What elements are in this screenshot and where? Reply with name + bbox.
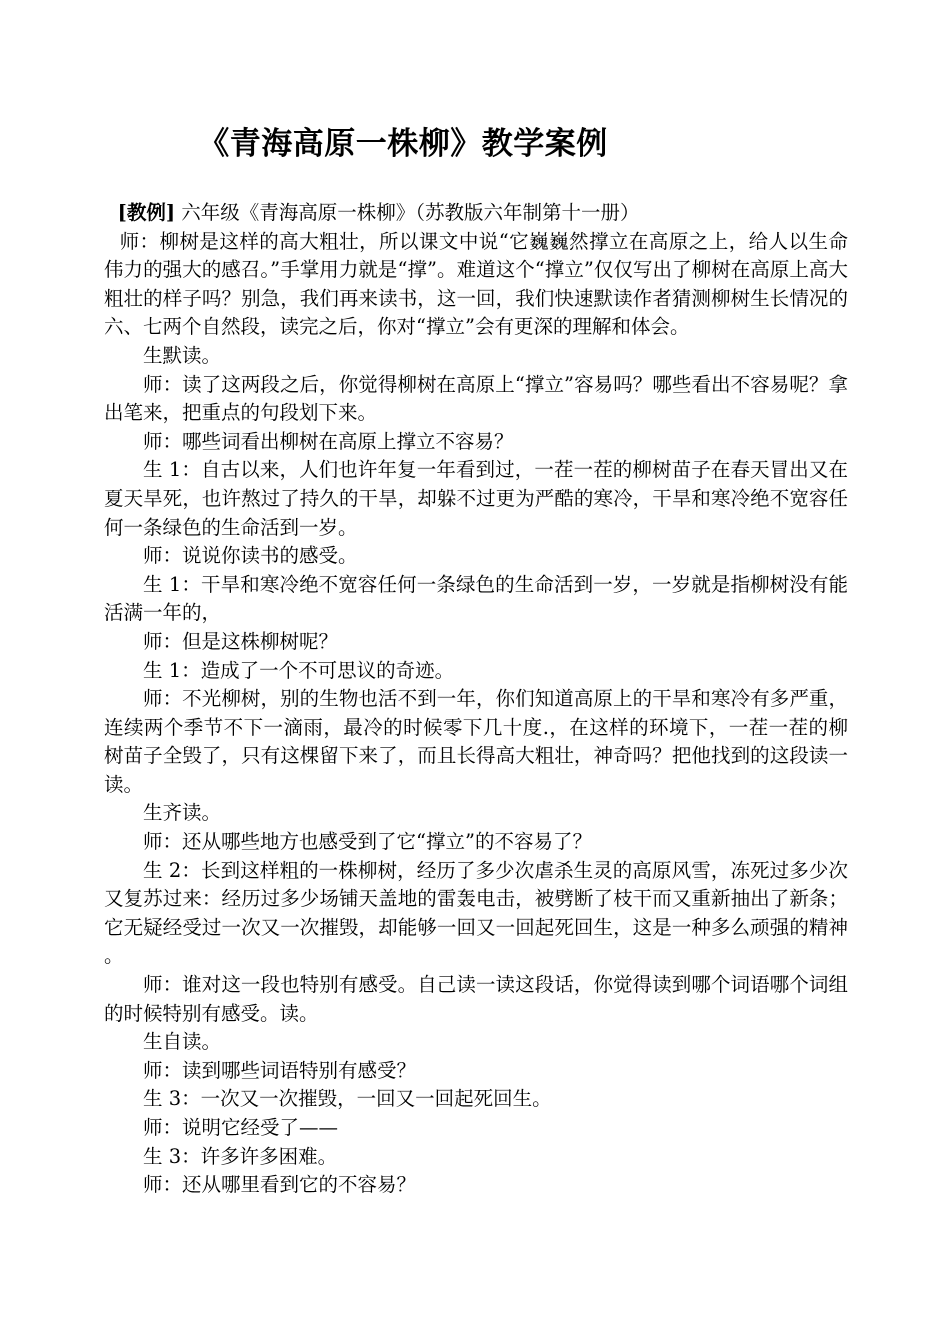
- dialogue-paragraph: 生默读。: [143, 343, 222, 367]
- intro-text: 六年级《青海高原一株柳》（苏教版六年制第十一册）: [175, 201, 640, 224]
- dialogue-paragraph: 师：哪些词看出柳树在高原上撑立不容易？: [143, 429, 514, 453]
- dialogue-paragraph: 生 3：许多许多困难。: [143, 1144, 338, 1168]
- dialogue-paragraph: 生齐读。: [143, 801, 222, 825]
- dialogue-paragraph: 师：还从哪些地方也感受到了它“撑立”的不容易了？: [143, 830, 592, 854]
- dialogue-paragraph: 生 2：长到这样粗的一株柳树，经历了多少次虐杀生灵的高原风雪，冻死过多少次又复苏过来：经历过多少场铺天盖地的雷轰电击，被劈断了枝干而又重新抽出了新条；它无疑经受过一次又一次摧毁，却能够一回又一回起死回生，这是一种多么顽强的精神。: [104, 858, 848, 968]
- dialogue-paragraph: 师：谁对这一段也特别有感受。自己读一读这段话，你觉得读到哪个词语哪个词组的时候特别有感受。读。: [104, 973, 848, 1025]
- dialogue-paragraph: 生 3：一次又一次摧毁，一回又一回起死回生。: [143, 1087, 552, 1111]
- dialogue-paragraph: 师：不光柳树，别的生物也活不到一年，你们知道高原上的干旱和寒冷有多严重，连续两个季节不下一滴雨，最冷的时候零下几十度.，在这样的环境下，一茬一茬的柳树苗子全毁了，只有这棵留下来了，而且长得高大粗壮，神奇吗？把他找到的这段读一读。: [104, 687, 848, 796]
- dialogue-paragraph: 生 1：干旱和寒冷绝不宽容任何一条绿色的生命活到一岁，一岁就是指柳树没有能活满一年的，: [104, 572, 848, 625]
- dialogue-paragraph: 师：但是这株柳树呢？: [143, 629, 339, 653]
- document-body: [104, 199, 848, 1200]
- dialogue-paragraph: 生 1：自古以来，人们也许年复一年看到过，一茬一茬的柳树苗子在春天冒出又在夏天旱死，也许熬过了持久的干旱，却躲不过更为严酷的寒冷，干旱和寒冷绝不宽容任何一条绿色的生命活到一岁。: [104, 458, 848, 539]
- dialogue-paragraph: 师：说明它经受了——: [143, 1116, 339, 1139]
- document-title: 《青海高原一株柳》教学案例: [198, 126, 608, 162]
- intro-tag: [教例]: [117, 201, 176, 224]
- dialogue-paragraph: 师：读到哪些词语特别有感受？: [143, 1058, 417, 1082]
- dialogue-paragraph: 生 1：造成了一个不可思议的奇迹。: [143, 658, 455, 682]
- dialogue-paragraph: 师：说说你读书的感受。: [143, 544, 358, 568]
- dialogue-paragraph: 师：柳树是这样的高大粗壮，所以课文中说“它巍巍然撑立在高原之上，给人以生命伟力的强大的感召。”手掌用力就是“撑”。难道这个“撑立”仅仅写出了柳树在高原上高大粗壮的样子吗？别急，我们再来读书，这一回，我们快速默读作者猜测柳树生长情况的六、七两个自然段，读完之后，你对“撑立”会有更深的理解和体会。: [104, 229, 848, 339]
- dialogue-paragraph: 师：读了这两段之后，你觉得柳树在高原上“撑立”容易吗？哪些看出不容易呢？拿出笔来，把重点的句段划下来。: [104, 372, 848, 425]
- intro-line: [104, 199, 848, 228]
- dialogue-paragraph: 生自读。: [143, 1030, 222, 1054]
- dialogue-paragraph: 师：还从哪里看到它的不容易？: [143, 1173, 417, 1197]
